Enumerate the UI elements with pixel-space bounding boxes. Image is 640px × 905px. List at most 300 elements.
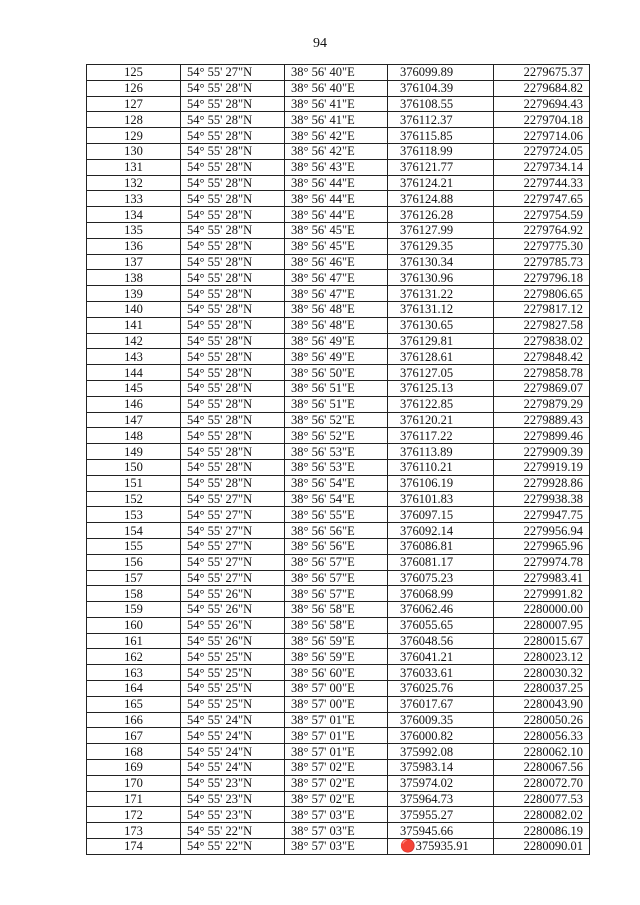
longitude-cell: 38° 56' 58"E: [285, 617, 388, 633]
point-number-cell: 160: [87, 617, 181, 633]
longitude-cell: 38° 56' 50"E: [285, 365, 388, 381]
latitude-cell: 54° 55' 28"N: [181, 349, 285, 365]
longitude-cell: 38° 57' 01"E: [285, 744, 388, 760]
point-number-cell: 159: [87, 602, 181, 618]
longitude-cell: 38° 57' 01"E: [285, 712, 388, 728]
longitude-cell: 38° 57' 02"E: [285, 760, 388, 776]
table-row: [87, 744, 590, 760]
point-number-cell: 145: [87, 380, 181, 396]
table-row: [87, 839, 590, 855]
point-number-cell: 135: [87, 222, 181, 238]
table-row: [87, 823, 590, 839]
point-number-cell: 133: [87, 191, 181, 207]
y-coordinate-cell: 2279956.94: [494, 523, 590, 539]
y-coordinate-cell: 2280023.12: [494, 649, 590, 665]
x-coordinate-cell: 376122.85: [388, 396, 494, 412]
longitude-cell: 38° 57' 00"E: [285, 696, 388, 712]
point-number-cell: 152: [87, 491, 181, 507]
y-coordinate-cell: 2279684.82: [494, 80, 590, 96]
latitude-cell: 54° 55' 28"N: [181, 254, 285, 270]
table-row: [87, 712, 590, 728]
x-coordinate-cell: 376124.21: [388, 175, 494, 191]
point-number-cell: 162: [87, 649, 181, 665]
x-coordinate-cell: 376041.21: [388, 649, 494, 665]
x-coordinate-cell: 376104.39: [388, 80, 494, 96]
y-coordinate-cell: 2279806.65: [494, 286, 590, 302]
point-number-cell: 170: [87, 775, 181, 791]
x-coordinate-cell: 376131.22: [388, 286, 494, 302]
point-number-cell: 134: [87, 207, 181, 223]
point-number-cell: 155: [87, 538, 181, 554]
latitude-cell: 54° 55' 27"N: [181, 554, 285, 570]
y-coordinate-cell: 2280072.70: [494, 775, 590, 791]
point-number-cell: 168: [87, 744, 181, 760]
longitude-cell: 38° 56' 43"E: [285, 159, 388, 175]
longitude-cell: 38° 56' 54"E: [285, 491, 388, 507]
longitude-cell: 38° 56' 45"E: [285, 238, 388, 254]
y-coordinate-cell: 2279734.14: [494, 159, 590, 175]
latitude-cell: 54° 55' 28"N: [181, 365, 285, 381]
table-row: [87, 175, 590, 191]
x-coordinate-cell: 376115.85: [388, 128, 494, 144]
x-coordinate-cell: 376128.61: [388, 349, 494, 365]
longitude-cell: 38° 56' 53"E: [285, 459, 388, 475]
y-coordinate-cell: 2280000.00: [494, 602, 590, 618]
x-coordinate-cell: 376117.22: [388, 428, 494, 444]
x-coordinate-cell: 376127.05: [388, 365, 494, 381]
latitude-cell: 54° 55' 23"N: [181, 775, 285, 791]
y-coordinate-cell: 2279879.29: [494, 396, 590, 412]
table-row: [87, 349, 590, 365]
longitude-cell: 38° 56' 49"E: [285, 349, 388, 365]
latitude-cell: 54° 55' 28"N: [181, 96, 285, 112]
point-number-cell: 140: [87, 301, 181, 317]
y-coordinate-cell: 2279858.78: [494, 365, 590, 381]
longitude-cell: 38° 56' 56"E: [285, 523, 388, 539]
y-coordinate-cell: 2279899.46: [494, 428, 590, 444]
point-number-cell: 154: [87, 523, 181, 539]
point-number-cell: 148: [87, 428, 181, 444]
y-coordinate-cell: 2279869.07: [494, 380, 590, 396]
longitude-cell: 38° 56' 45"E: [285, 222, 388, 238]
y-coordinate-cell: 2280015.67: [494, 633, 590, 649]
table-row: [87, 633, 590, 649]
latitude-cell: 54° 55' 25"N: [181, 696, 285, 712]
table-row: [87, 143, 590, 159]
point-number-cell: 126: [87, 80, 181, 96]
longitude-cell: 38° 56' 47"E: [285, 270, 388, 286]
x-coordinate-cell: 376129.81: [388, 333, 494, 349]
point-number-cell: 172: [87, 807, 181, 823]
longitude-cell: 38° 56' 52"E: [285, 412, 388, 428]
y-coordinate-cell: 2280082.02: [494, 807, 590, 823]
y-coordinate-cell: 2280007.95: [494, 617, 590, 633]
x-coordinate-cell: 376120.21: [388, 412, 494, 428]
table-row: [87, 112, 590, 128]
table-row: [87, 222, 590, 238]
table-row: [87, 159, 590, 175]
x-coordinate-cell: 376131.12: [388, 301, 494, 317]
latitude-cell: 54° 55' 28"N: [181, 238, 285, 254]
point-number-cell: 149: [87, 444, 181, 460]
longitude-cell: 38° 57' 01"E: [285, 728, 388, 744]
table-row: [87, 570, 590, 586]
longitude-cell: 38° 56' 44"E: [285, 191, 388, 207]
latitude-cell: 54° 55' 24"N: [181, 728, 285, 744]
x-coordinate-cell: 376113.89: [388, 444, 494, 460]
x-coordinate-cell: 376068.99: [388, 586, 494, 602]
longitude-cell: 38° 56' 42"E: [285, 128, 388, 144]
point-number-cell: 127: [87, 96, 181, 112]
y-coordinate-cell: 2279694.43: [494, 96, 590, 112]
longitude-cell: 38° 57' 02"E: [285, 775, 388, 791]
longitude-cell: 38° 56' 46"E: [285, 254, 388, 270]
y-coordinate-cell: 2279947.75: [494, 507, 590, 523]
x-coordinate-cell: 376101.83: [388, 491, 494, 507]
latitude-cell: 54° 55' 27"N: [181, 507, 285, 523]
point-number-cell: 132: [87, 175, 181, 191]
latitude-cell: 54° 55' 28"N: [181, 444, 285, 460]
latitude-cell: 54° 55' 28"N: [181, 333, 285, 349]
table-row: [87, 459, 590, 475]
longitude-cell: 38° 56' 40"E: [285, 80, 388, 96]
point-number-cell: 141: [87, 317, 181, 333]
latitude-cell: 54° 55' 22"N: [181, 839, 285, 855]
page-number: 94: [313, 36, 327, 51]
latitude-cell: 54° 55' 28"N: [181, 286, 285, 302]
x-coordinate-cell: 376127.99: [388, 222, 494, 238]
y-coordinate-cell: 2280056.33: [494, 728, 590, 744]
latitude-cell: 54° 55' 27"N: [181, 523, 285, 539]
latitude-cell: 54° 55' 27"N: [181, 65, 285, 81]
table-row: [87, 538, 590, 554]
point-number-cell: 174: [87, 839, 181, 855]
y-coordinate-cell: 2279827.58: [494, 317, 590, 333]
longitude-cell: 38° 57' 00"E: [285, 681, 388, 697]
y-coordinate-cell: 2279744.33: [494, 175, 590, 191]
latitude-cell: 54° 55' 28"N: [181, 143, 285, 159]
latitude-cell: 54° 55' 28"N: [181, 396, 285, 412]
latitude-cell: 54° 55' 27"N: [181, 491, 285, 507]
table-row: [87, 286, 590, 302]
y-coordinate-cell: 2279675.37: [494, 65, 590, 81]
longitude-cell: 38° 56' 57"E: [285, 586, 388, 602]
point-number-cell: 166: [87, 712, 181, 728]
x-coordinate-cell: 376121.77: [388, 159, 494, 175]
point-number-cell: 153: [87, 507, 181, 523]
longitude-cell: 38° 57' 03"E: [285, 823, 388, 839]
y-coordinate-cell: 2280086.19: [494, 823, 590, 839]
point-number-cell: 130: [87, 143, 181, 159]
point-number-cell: 161: [87, 633, 181, 649]
point-number-cell: 137: [87, 254, 181, 270]
latitude-cell: 54° 55' 28"N: [181, 222, 285, 238]
point-number-cell: 151: [87, 475, 181, 491]
point-number-cell: 167: [87, 728, 181, 744]
coordinates-table: [86, 64, 590, 855]
point-number-cell: 157: [87, 570, 181, 586]
latitude-cell: 54° 55' 28"N: [181, 475, 285, 491]
latitude-cell: 54° 55' 24"N: [181, 712, 285, 728]
longitude-cell: 38° 56' 41"E: [285, 112, 388, 128]
latitude-cell: 54° 55' 26"N: [181, 617, 285, 633]
x-coordinate-cell: 376075.23: [388, 570, 494, 586]
y-coordinate-cell: 2279754.59: [494, 207, 590, 223]
y-coordinate-cell: 2279747.65: [494, 191, 590, 207]
table-row: [87, 475, 590, 491]
longitude-cell: 38° 56' 57"E: [285, 570, 388, 586]
latitude-cell: 54° 55' 28"N: [181, 459, 285, 475]
latitude-cell: 54° 55' 27"N: [181, 538, 285, 554]
longitude-cell: 38° 56' 60"E: [285, 665, 388, 681]
latitude-cell: 54° 55' 28"N: [181, 207, 285, 223]
table-row: [87, 507, 590, 523]
table-row: [87, 523, 590, 539]
latitude-cell: 54° 55' 25"N: [181, 681, 285, 697]
x-coordinate-cell: 376106.19: [388, 475, 494, 491]
table-row: [87, 791, 590, 807]
y-coordinate-cell: 2279909.39: [494, 444, 590, 460]
y-coordinate-cell: 2279848.42: [494, 349, 590, 365]
y-coordinate-cell: 2279785.73: [494, 254, 590, 270]
coordinates-table-body: [87, 65, 590, 855]
longitude-cell: 38° 56' 59"E: [285, 633, 388, 649]
latitude-cell: 54° 55' 22"N: [181, 823, 285, 839]
point-number-cell: 143: [87, 349, 181, 365]
table-row: [87, 238, 590, 254]
longitude-cell: 38° 56' 51"E: [285, 396, 388, 412]
table-row: [87, 333, 590, 349]
latitude-cell: 54° 55' 28"N: [181, 380, 285, 396]
y-coordinate-cell: 2280062.10: [494, 744, 590, 760]
table-row: [87, 380, 590, 396]
x-coordinate-cell: 376129.35: [388, 238, 494, 254]
x-coordinate-cell: 376081.17: [388, 554, 494, 570]
table-row: [87, 428, 590, 444]
longitude-cell: 38° 56' 41"E: [285, 96, 388, 112]
table-row: [87, 396, 590, 412]
point-number-cell: 128: [87, 112, 181, 128]
x-coordinate-cell: 376130.34: [388, 254, 494, 270]
table-row: [87, 128, 590, 144]
latitude-cell: 54° 55' 28"N: [181, 270, 285, 286]
y-coordinate-cell: 2279889.43: [494, 412, 590, 428]
point-number-cell: 136: [87, 238, 181, 254]
latitude-cell: 54° 55' 23"N: [181, 791, 285, 807]
longitude-cell: 38° 56' 56"E: [285, 538, 388, 554]
latitude-cell: 54° 55' 23"N: [181, 807, 285, 823]
table-row: [87, 270, 590, 286]
point-number-cell: 165: [87, 696, 181, 712]
point-number-cell: 156: [87, 554, 181, 570]
table-row: [87, 491, 590, 507]
longitude-cell: 38° 56' 59"E: [285, 649, 388, 665]
y-coordinate-cell: 2280043.90: [494, 696, 590, 712]
x-coordinate-cell: 376092.14: [388, 523, 494, 539]
point-number-cell: 129: [87, 128, 181, 144]
x-coordinate-cell: 375992.08: [388, 744, 494, 760]
x-coordinate-cell: 376130.65: [388, 317, 494, 333]
latitude-cell: 54° 55' 28"N: [181, 412, 285, 428]
latitude-cell: 54° 55' 25"N: [181, 665, 285, 681]
longitude-cell: 38° 56' 40"E: [285, 65, 388, 81]
point-number-cell: 125: [87, 65, 181, 81]
y-coordinate-cell: 2279775.30: [494, 238, 590, 254]
latitude-cell: 54° 55' 28"N: [181, 428, 285, 444]
latitude-cell: 54° 55' 28"N: [181, 317, 285, 333]
table-row: [87, 444, 590, 460]
point-number-cell: 142: [87, 333, 181, 349]
latitude-cell: 54° 55' 28"N: [181, 175, 285, 191]
latitude-cell: 54° 55' 26"N: [181, 602, 285, 618]
longitude-cell: 38° 56' 57"E: [285, 554, 388, 570]
table-row: [87, 554, 590, 570]
table-row: [87, 775, 590, 791]
point-number-cell: 144: [87, 365, 181, 381]
table-row: [87, 191, 590, 207]
y-coordinate-cell: 2279983.41: [494, 570, 590, 586]
latitude-cell: 54° 55' 28"N: [181, 301, 285, 317]
longitude-cell: 38° 56' 44"E: [285, 207, 388, 223]
y-coordinate-cell: 2279991.82: [494, 586, 590, 602]
y-coordinate-cell: 2279919.19: [494, 459, 590, 475]
longitude-cell: 38° 56' 58"E: [285, 602, 388, 618]
x-coordinate-cell: 376055.65: [388, 617, 494, 633]
table-row: [87, 760, 590, 776]
table-row: [87, 617, 590, 633]
longitude-cell: 38° 56' 53"E: [285, 444, 388, 460]
table-row: [87, 665, 590, 681]
x-coordinate-cell: 376062.46: [388, 602, 494, 618]
y-coordinate-cell: 2279965.96: [494, 538, 590, 554]
x-coordinate-cell: 376130.96: [388, 270, 494, 286]
y-coordinate-cell: 2279724.05: [494, 143, 590, 159]
x-coordinate-cell: 376108.55: [388, 96, 494, 112]
table-row: [87, 65, 590, 81]
table-row: [87, 696, 590, 712]
table-row: [87, 412, 590, 428]
y-coordinate-cell: 2279704.18: [494, 112, 590, 128]
latitude-cell: 54° 55' 24"N: [181, 744, 285, 760]
y-coordinate-cell: 2279928.86: [494, 475, 590, 491]
latitude-cell: 54° 55' 28"N: [181, 112, 285, 128]
table-row: [87, 365, 590, 381]
x-coordinate-cell: 376097.15: [388, 507, 494, 523]
table-row: [87, 586, 590, 602]
x-coordinate-cell: 376048.56: [388, 633, 494, 649]
y-coordinate-cell: 2279764.92: [494, 222, 590, 238]
y-coordinate-cell: 2279974.78: [494, 554, 590, 570]
latitude-cell: 54° 55' 27"N: [181, 570, 285, 586]
point-number-cell: 171: [87, 791, 181, 807]
table-row: [87, 254, 590, 270]
table-row: [87, 602, 590, 618]
y-coordinate-cell: 2279714.06: [494, 128, 590, 144]
longitude-cell: 38° 57' 02"E: [285, 791, 388, 807]
x-coordinate-cell: 376125.13: [388, 380, 494, 396]
x-coordinate-cell: 375974.02: [388, 775, 494, 791]
latitude-cell: 54° 55' 26"N: [181, 586, 285, 602]
longitude-cell: 38° 56' 49"E: [285, 333, 388, 349]
x-coordinate-cell: 376025.76: [388, 681, 494, 697]
x-coordinate-cell: 376124.88: [388, 191, 494, 207]
latitude-cell: 54° 55' 26"N: [181, 633, 285, 649]
x-coordinate-cell: 376017.67: [388, 696, 494, 712]
point-number-cell: 131: [87, 159, 181, 175]
x-coordinate-cell: 376099.89: [388, 65, 494, 81]
point-number-cell: 150: [87, 459, 181, 475]
point-number-cell: 163: [87, 665, 181, 681]
table-row: [87, 728, 590, 744]
y-coordinate-cell: 2280037.25: [494, 681, 590, 697]
point-number-cell: 158: [87, 586, 181, 602]
longitude-cell: 38° 56' 47"E: [285, 286, 388, 302]
y-coordinate-cell: 2279838.02: [494, 333, 590, 349]
x-coordinate-cell: 376110.21: [388, 459, 494, 475]
y-coordinate-cell: 2279817.12: [494, 301, 590, 317]
y-coordinate-cell: 2280067.56: [494, 760, 590, 776]
x-coordinate-cell: 375945.66: [388, 823, 494, 839]
longitude-cell: 38° 56' 48"E: [285, 301, 388, 317]
table-row: [87, 207, 590, 223]
point-number-cell: 173: [87, 823, 181, 839]
table-row: [87, 301, 590, 317]
x-coordinate-cell: 🔴375935.91: [388, 839, 494, 855]
x-coordinate-cell: 376112.37: [388, 112, 494, 128]
table-row: [87, 681, 590, 697]
point-number-cell: 146: [87, 396, 181, 412]
latitude-cell: 54° 55' 28"N: [181, 128, 285, 144]
y-coordinate-cell: 2280030.32: [494, 665, 590, 681]
y-coordinate-cell: 2280090.01: [494, 839, 590, 855]
y-coordinate-cell: 2279796.18: [494, 270, 590, 286]
longitude-cell: 38° 57' 03"E: [285, 839, 388, 855]
table-row: [87, 317, 590, 333]
longitude-cell: 38° 56' 54"E: [285, 475, 388, 491]
longitude-cell: 38° 56' 44"E: [285, 175, 388, 191]
table-row: [87, 807, 590, 823]
x-coordinate-cell: 376118.99: [388, 143, 494, 159]
point-number-cell: 169: [87, 760, 181, 776]
table-row: [87, 96, 590, 112]
point-number-cell: 139: [87, 286, 181, 302]
latitude-cell: 54° 55' 25"N: [181, 649, 285, 665]
longitude-cell: 38° 56' 51"E: [285, 380, 388, 396]
x-coordinate-cell: 375983.14: [388, 760, 494, 776]
longitude-cell: 38° 56' 52"E: [285, 428, 388, 444]
x-coordinate-cell: 376086.81: [388, 538, 494, 554]
x-coordinate-cell: 375964.73: [388, 791, 494, 807]
longitude-cell: 38° 56' 55"E: [285, 507, 388, 523]
longitude-cell: 38° 56' 42"E: [285, 143, 388, 159]
latitude-cell: 54° 55' 28"N: [181, 80, 285, 96]
table-row: [87, 649, 590, 665]
table-row: [87, 80, 590, 96]
latitude-cell: 54° 55' 28"N: [181, 159, 285, 175]
latitude-cell: 54° 55' 24"N: [181, 760, 285, 776]
latitude-cell: 54° 55' 28"N: [181, 191, 285, 207]
x-coordinate-cell: 376000.82: [388, 728, 494, 744]
y-coordinate-cell: 2280077.53: [494, 791, 590, 807]
point-number-cell: 164: [87, 681, 181, 697]
point-number-cell: 147: [87, 412, 181, 428]
y-coordinate-cell: 2280050.26: [494, 712, 590, 728]
x-coordinate-cell: 376009.35: [388, 712, 494, 728]
longitude-cell: 38° 56' 48"E: [285, 317, 388, 333]
point-number-cell: 138: [87, 270, 181, 286]
x-coordinate-cell: 375955.27: [388, 807, 494, 823]
y-coordinate-cell: 2279938.38: [494, 491, 590, 507]
